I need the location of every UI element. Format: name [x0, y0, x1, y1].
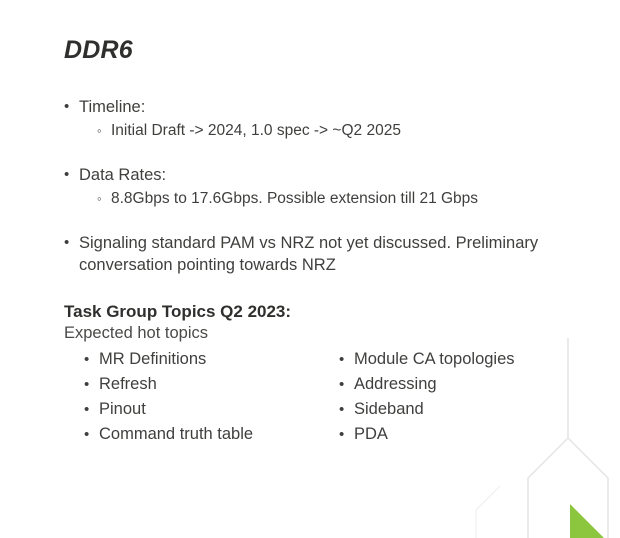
spacer	[64, 212, 594, 232]
topics-column-right	[339, 347, 594, 447]
sub-bullet-text: 8.8Gbps to 17.6Gbps. Possible extension till 21 Gbps	[111, 190, 479, 207]
list-item	[84, 422, 339, 447]
list-item	[339, 397, 594, 422]
list-item	[339, 372, 594, 397]
outline-list	[64, 96, 594, 142]
list-item	[84, 397, 339, 422]
sub-bullet-text: Initial Draft -> 2024, 1.0 spec -> ~Q2 2025	[111, 122, 401, 139]
topic-label: MR Definitions	[99, 350, 207, 368]
outline-list	[64, 164, 594, 210]
list-item	[64, 232, 594, 276]
list-item	[97, 188, 594, 210]
list-item	[339, 347, 594, 372]
outline-list	[64, 232, 594, 276]
spacer	[64, 144, 594, 164]
topic-label: Command truth table	[99, 425, 254, 443]
topic-label: PDA	[354, 425, 388, 443]
list-item	[339, 422, 594, 447]
topics-columns	[64, 347, 594, 447]
sub-list	[79, 188, 594, 210]
topic-label: Refresh	[99, 375, 157, 393]
page-title: DDR6	[64, 36, 133, 64]
list-item	[84, 347, 339, 372]
list-item	[84, 372, 339, 397]
sub-list	[79, 120, 594, 142]
topic-label: Sideband	[354, 400, 424, 418]
topics-list-right	[339, 347, 594, 447]
task-group-heading: Task Group Topics Q2 2023:	[64, 302, 292, 321]
task-group-subheading: Expected hot topics	[64, 324, 209, 342]
topic-label: Module CA topologies	[354, 350, 515, 368]
slide-body	[64, 96, 594, 447]
topics-column-left	[64, 347, 339, 447]
bullet-text: Timeline:	[79, 98, 146, 116]
topic-label: Pinout	[99, 400, 146, 418]
topic-label: Addressing	[354, 375, 437, 393]
list-item	[97, 120, 594, 142]
list-item	[64, 96, 594, 142]
bullet-text: • Signaling standard PAM vs NRZ not yet discussed. Preliminary conversation pointing towards NRZ	[79, 234, 539, 274]
bullet-text: Data Rates:	[79, 166, 167, 184]
list-item	[64, 164, 594, 210]
topics-list-left	[84, 347, 339, 447]
